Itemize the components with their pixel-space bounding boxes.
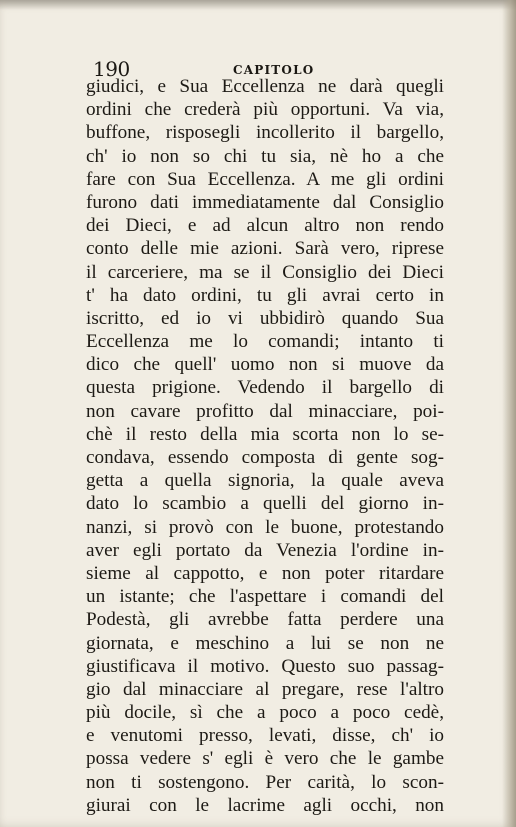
text-line: più docile, sì che a poco a poco cedè,	[86, 702, 444, 724]
text-line: furono dati immediatamente dal Consiglio	[86, 191, 444, 213]
text-line: non cavare profitto dal minacciare, poi-	[86, 400, 444, 422]
text-line: nanzi, si provò con le buone, protestando	[86, 516, 444, 538]
text-line: questa prigione. Vedendo il bargello di	[86, 377, 444, 399]
page-top-shadow	[0, 0, 516, 10]
text-line: conto delle mie azioni. Sarà vero, riprese	[86, 238, 444, 260]
text-line: giudici, e Sua Eccellenza ne darà quegli	[86, 76, 444, 97]
page-right-edge	[502, 0, 516, 827]
text-line: dei Dieci, e ad alcun altro non rendo	[86, 215, 444, 237]
text-line: buffone, risposegli incollerito il bargello,	[86, 122, 444, 144]
text-line: e venutomi presso, levati, disse, ch' io	[86, 725, 444, 747]
text-line: dato lo scambio a quelli del giorno in-	[86, 493, 444, 515]
text-line: chè il resto della mia scorta non lo se-	[86, 423, 444, 445]
running-head: CAPITOLO	[233, 63, 315, 77]
text-line: condava, essendo composta di gente sog-	[86, 447, 444, 468]
text-line: non ti sostengono. Per carità, lo scon-	[86, 771, 444, 793]
text-line: il carceriere, ma se il Consiglio dei Dieci	[86, 261, 444, 283]
text-line: Eccellenza me lo comandi; intanto ti	[86, 331, 444, 353]
text-line: aver egli portato da Venezia l'ordine in-	[86, 539, 444, 561]
text-line: t' ha dato ordini, tu gli avrai certo in	[86, 284, 444, 306]
page-number: 190	[93, 57, 130, 81]
text-line: Podestà, gli avrebbe fatta perdere una	[86, 609, 444, 631]
text-line: ordini che crederà più opportuni. Va via,	[86, 99, 444, 121]
text-line: possa vedere s' egli è vero che le gambe	[86, 748, 444, 770]
text-line: gio dal minacciare al pregare, rese l'altro	[86, 678, 444, 700]
text-line: ch' io non so chi tu sia, nè ho a che	[86, 145, 444, 167]
text-line: giustificava il motivo. Questo suo passag-	[86, 655, 444, 677]
text-line: un istante; che l'aspettare i comandi del	[86, 586, 444, 608]
text-line: giornata, e meschino a lui se non ne	[86, 632, 444, 654]
text-line: iscritto, ed io vi ubbidirò quando Sua	[86, 307, 444, 329]
body-text	[86, 75, 444, 817]
text-line: fare con Sua Eccellenza. A me gli ordini	[86, 168, 444, 190]
text-line: getta a quella signoria, la quale aveva	[86, 470, 444, 492]
text-line: sieme al cappotto, e non poter ritardare	[86, 562, 444, 584]
text-line: dico che quell' uomo non si muove da	[86, 354, 444, 376]
text-line: giurai con le lacrime agli occhi, non	[86, 794, 444, 816]
